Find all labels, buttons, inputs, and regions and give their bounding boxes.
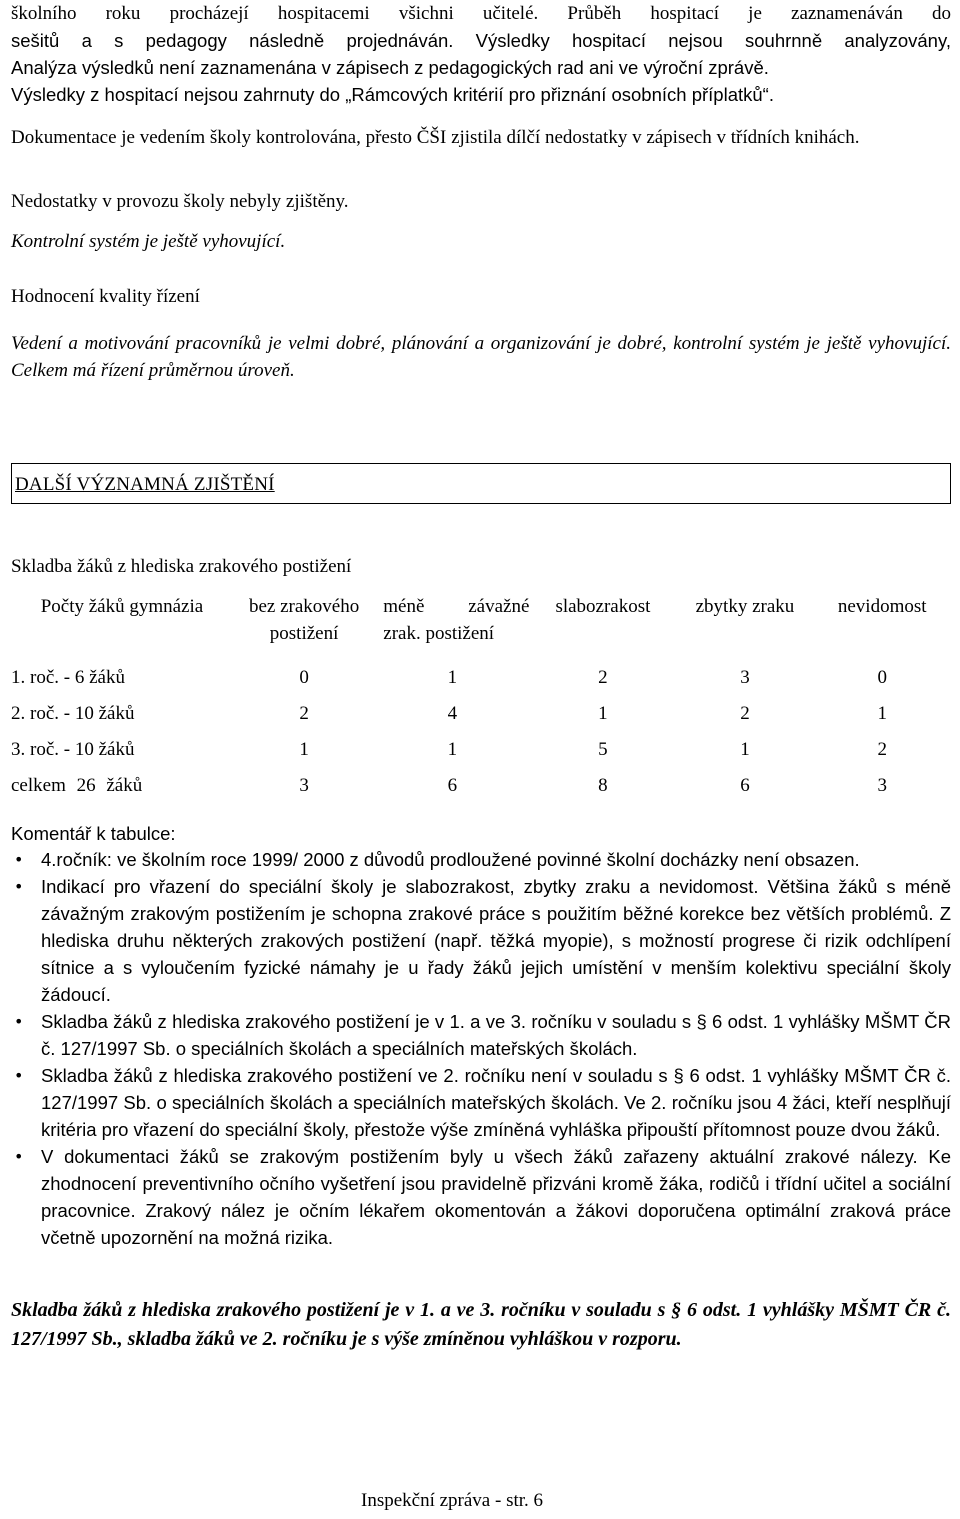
table-row	[11, 695, 951, 731]
list-item: • Skladba žáků z hlediska zrakového postižení je v 1. a ve 3. ročníku v souladu s § 6 odst. 1 vyhlášky MŠMT ČR č. 127/1997 Sb. o speciálních školách a speciálních mateřských školách.	[11, 1008, 951, 1062]
table-cell: 1	[598, 702, 608, 724]
table-cell: 1	[447, 666, 458, 688]
table-cell: 3	[299, 774, 309, 796]
text-line: sešitů a s pedagogy následně projednáván. Výsledky hospitací nejsou souhrnně analyzovány,	[11, 30, 951, 51]
list-item: • 4.ročník: ve školním roce 1999/ 2000 z důvodů prodloužené povinné školní docházky není obsazen.	[11, 846, 951, 873]
intro-paragraph	[11, 0, 951, 108]
management-summary: Vedení a motivování pracovníků je velmi dobré, plánování a organizování je dobré, kontrolní systém je ještě vyhovující. Celkem má řízení průměrnou úroveň.	[11, 333, 951, 381]
section-heading: DALŠÍ VÝZNAMNÁ ZJIŠTĚNÍ	[15, 474, 275, 495]
table-comment-label: Komentář k tabulce:	[11, 823, 176, 844]
comment-list	[11, 846, 951, 1251]
vision-impairment-table	[11, 593, 951, 803]
list-item: • Skladba žáků z hlediska zrakového postižení ve 2. ročníku není v souladu s § 6 odst. 1 vyhlášky MŠMT ČR č. 127/1997 Sb. o speciálních školách a speciálních mateřských školách. Ve 2. ročníku jsou 4 žáci, kteří nesplňují kritéria pro vřazení do speciální školy, přestože výše zmíněná vyhláška připouští přítomnost pouze dvou žáků.	[11, 1062, 951, 1143]
text-line: školního roku procházejí hospitacemi všichni učitelé. Průběh hospitací je zaznamenáván do	[11, 3, 951, 24]
table-cell: 2	[598, 666, 608, 688]
table-heading: Skladba žáků z hlediska zrakového postižení	[11, 556, 352, 577]
header-cell: slabozrakost	[555, 596, 651, 617]
header-cell: nevidomost	[837, 596, 927, 617]
table-cell: 2	[877, 738, 887, 760]
table-cell: 1	[299, 738, 309, 760]
table-cell: 2	[299, 702, 309, 724]
header-cell: Počty žáků gymnázia	[40, 596, 204, 617]
text-line: Analýza výsledků není zaznamenána v zápisech z pedagogických rad ani ve výroční zprávě.	[11, 57, 769, 78]
header-cell: bez zrakového postižení	[248, 596, 360, 644]
table-cell: 2	[740, 702, 750, 724]
header-cell: zbytky zraku	[695, 596, 795, 617]
table-cell: 0	[877, 666, 887, 688]
table-cell: 5	[598, 738, 608, 760]
table-row	[11, 659, 951, 695]
table-cell: 4	[447, 702, 458, 724]
table-cell: 6	[447, 774, 458, 796]
control-system-summary: Kontrolní systém je ještě vyhovující.	[11, 231, 286, 252]
row-label: 1. roč. - 6 žáků	[11, 666, 125, 688]
quality-heading: Hodnocení kvality řízení	[11, 286, 200, 307]
list-item: • V dokumentaci žáků se zrakovým postižením byly u všech žáků zařazeny aktuální zrakové nálezy. Ke zhodnocení preventivního očního vyšetření jsou pravidelně přizváni kromě žáka, rodičů i třídní učitel a sociální pracovnice. Zrakový nález je očním lékařem okomentován a žákovi doporučena optimální zraková práce včetně upozornění na možná rizika.	[11, 1143, 951, 1251]
conclusion-paragraph: Skladba žáků z hlediska zrakového postižení je v 1. a ve 3. ročníku v souladu s § 6 odst. 1 vyhlášky MŠMT ČR č. 127/1997 Sb., skladba žáků ve 2. ročníku je s výše zmíněnou vyhláškou v rozporu.	[11, 1299, 951, 1350]
row-label: celkem 26 žáků	[11, 774, 143, 796]
table-cell: 3	[877, 774, 887, 796]
table-cell: 0	[299, 666, 309, 688]
table-row	[11, 731, 951, 767]
page-footer: Inspekční zpráva - str. 6	[361, 1490, 544, 1511]
operation-paragraph: Nedostatky v provozu školy nebyly zjištěny.	[11, 191, 349, 212]
section-heading-box	[11, 463, 951, 504]
table-cell: 1	[877, 702, 887, 724]
table-row-total	[11, 767, 951, 803]
text-line: Výsledky z hospitací nejsou zahrnuty do „Rámcových kritérií pro přiznání osobních příplatků“.	[11, 84, 774, 105]
table-cell: 1	[447, 738, 458, 760]
table-header-row	[11, 593, 951, 659]
documentation-paragraph: Dokumentace je vedením školy kontrolována, přesto ČŠI zjistila dílčí nedostatky v zápisech v třídních knihách.	[11, 127, 860, 148]
table-cell: 1	[740, 738, 750, 760]
table-cell: 3	[740, 666, 750, 688]
row-label: 3. roč. - 10 žáků	[11, 738, 135, 760]
list-item: • Indikací pro vřazení do speciální školy je slabozrakost, zbytky zraku a nevidomost. Většina žáků s méně závažným zrakovým postižením je schopna zrakové práce s použitím běžné korekce bez větších problémů. Z hlediska druhu některých zrakových postižení (např. těžká myopie), s možností progrese či rizik odchlípení sítnice a s vyloučením fyzické námahy je u řady žáků jejich umístění v menším kolektivu speciální školy žádoucí.	[11, 873, 951, 1008]
header-cell: méně závažné zrak. postižení	[383, 596, 530, 644]
row-label: 2. roč. - 10 žáků	[11, 702, 135, 724]
table-cell: 8	[598, 774, 608, 796]
table-cell: 6	[740, 774, 750, 796]
